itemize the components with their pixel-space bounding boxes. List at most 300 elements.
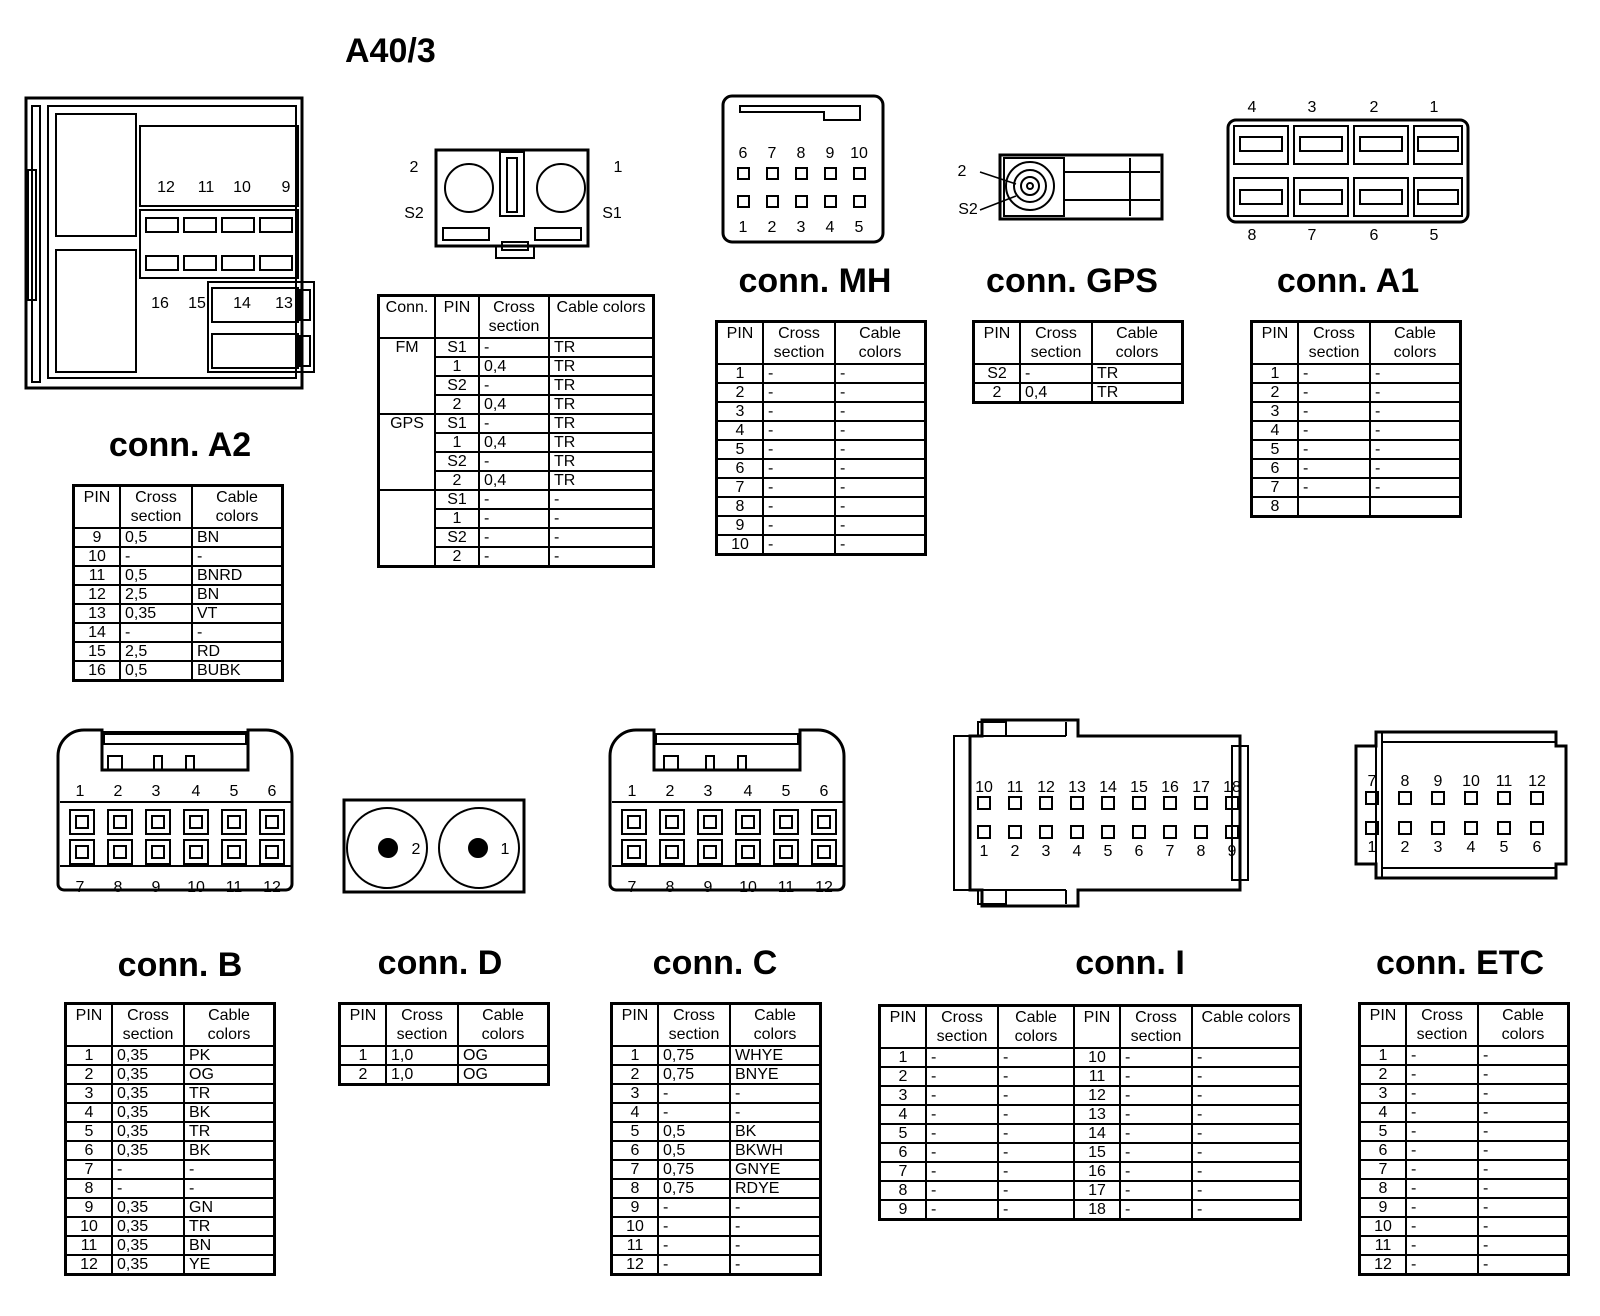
pin-cell: 15 bbox=[1074, 1143, 1120, 1162]
pin-cell: 9 bbox=[74, 528, 121, 547]
cross-section-cell: - bbox=[926, 1067, 998, 1086]
pin-cell: 5 bbox=[1252, 440, 1299, 459]
cross-section-cell: - bbox=[658, 1198, 730, 1217]
pin-cell: 11 bbox=[74, 566, 121, 585]
cable-color-cell: - bbox=[1370, 478, 1461, 497]
cross-section-cell: - bbox=[926, 1048, 998, 1067]
table-row bbox=[74, 661, 283, 681]
pin-cell: 4 bbox=[612, 1103, 659, 1122]
pin-label-2: 2 bbox=[411, 841, 421, 858]
cross-section-cell: 0,5 bbox=[658, 1122, 730, 1141]
pin-label-1: 1 bbox=[613, 159, 623, 176]
pin-cell: 6 bbox=[1252, 459, 1299, 478]
cross-section-cell: - bbox=[1020, 364, 1092, 383]
cross-section-cell: - bbox=[1120, 1105, 1192, 1124]
pin-number-label: 9 bbox=[151, 879, 161, 896]
table-row bbox=[74, 547, 283, 566]
cross-section-cell: - bbox=[1406, 1217, 1478, 1236]
conn-b-title: conn. B bbox=[117, 946, 243, 984]
pin-cell: 12 bbox=[1074, 1086, 1120, 1105]
a2-table-body bbox=[74, 528, 283, 681]
cross-section-cell: 0,5 bbox=[658, 1141, 730, 1160]
cross-section-cell: - bbox=[926, 1124, 998, 1143]
pin-cell: 3 bbox=[880, 1086, 927, 1105]
cross-section-cell: 0,5 bbox=[120, 528, 192, 547]
conn-a1-title: conn. A1 bbox=[1276, 262, 1420, 300]
cable-color-cell: BKWH bbox=[730, 1141, 821, 1160]
antenna-connector-face bbox=[436, 150, 588, 258]
cable-color-cell: - bbox=[998, 1162, 1074, 1181]
cable-color-cell: - bbox=[1478, 1046, 1569, 1065]
table-row bbox=[612, 1046, 821, 1065]
cable-color-cell: - bbox=[1370, 383, 1461, 402]
cable-color-cell: TR bbox=[1092, 364, 1183, 383]
cross-section-cell: 0,5 bbox=[120, 566, 192, 585]
etc-pin-table bbox=[1358, 1002, 1570, 1276]
pin-number-label: 18 bbox=[1223, 779, 1241, 796]
cable-color-cell: - bbox=[730, 1255, 821, 1275]
pin-cell: 2 bbox=[1360, 1065, 1407, 1084]
pin-cell: 12 bbox=[66, 1255, 113, 1275]
pin-cell: 7 bbox=[1252, 478, 1299, 497]
a1-table-body bbox=[1252, 364, 1461, 517]
cable-color-cell: - bbox=[1370, 421, 1461, 440]
table-row bbox=[612, 1179, 821, 1198]
pin-cell: S2 bbox=[974, 364, 1021, 383]
table-row bbox=[379, 490, 654, 509]
table-row bbox=[880, 1200, 1301, 1220]
pin-cell: 16 bbox=[1074, 1162, 1120, 1181]
cross-section-cell: - bbox=[1406, 1046, 1478, 1065]
pin-number-label: 15 bbox=[188, 295, 206, 312]
pin-cell: 2 bbox=[435, 395, 479, 414]
cable-color-cell: VT bbox=[192, 604, 283, 623]
col-pin: PIN bbox=[435, 296, 479, 339]
cross-section-cell: 0,35 bbox=[120, 604, 192, 623]
pin-number-label: 6 bbox=[1134, 843, 1144, 860]
pin-number-label: 10 bbox=[975, 779, 993, 796]
cable-color-cell: BN bbox=[192, 528, 283, 547]
cable-color-cell: - bbox=[1192, 1143, 1301, 1162]
col-pin: PIN bbox=[1360, 1004, 1407, 1047]
cable-color-cell: TR bbox=[549, 395, 654, 414]
pin-cell: 4 bbox=[717, 421, 764, 440]
cross-section-cell: 0,75 bbox=[658, 1179, 730, 1198]
col-cable-colors: Cable colors bbox=[835, 322, 926, 365]
cross-section-cell: - bbox=[1406, 1122, 1478, 1141]
cross-section-cell: 0,35 bbox=[112, 1046, 184, 1065]
cross-section-cell: - bbox=[763, 459, 835, 478]
table-row bbox=[880, 1181, 1301, 1200]
col-pin: PIN bbox=[74, 486, 121, 529]
pin-cell: 2 bbox=[435, 547, 479, 567]
cross-section-cell: 0,75 bbox=[658, 1160, 730, 1179]
table-row bbox=[612, 1084, 821, 1103]
cable-color-cell: - bbox=[549, 547, 654, 567]
pin-cell: 1 bbox=[435, 433, 479, 452]
cable-color-cell: BNYE bbox=[730, 1065, 821, 1084]
pin-number-label: 4 bbox=[1072, 843, 1082, 860]
pin-number-label: 16 bbox=[1161, 779, 1179, 796]
cross-section-cell: 0,35 bbox=[112, 1255, 184, 1275]
table-row bbox=[717, 364, 926, 383]
pin-number-label: 6 bbox=[1532, 839, 1542, 856]
pin-cell: 10 bbox=[74, 547, 121, 566]
cross-section-cell: - bbox=[763, 421, 835, 440]
cable-color-cell: - bbox=[1478, 1255, 1569, 1275]
table-row bbox=[1360, 1084, 1569, 1103]
table-row bbox=[1360, 1255, 1569, 1275]
cable-color-cell: - bbox=[835, 459, 926, 478]
col-cross-section: Cross section bbox=[658, 1004, 730, 1047]
table-row bbox=[1360, 1236, 1569, 1255]
col-cross-section: Cross section bbox=[120, 486, 192, 529]
cable-color-cell: - bbox=[1478, 1141, 1569, 1160]
col-cross-section: Cross section bbox=[112, 1004, 184, 1047]
table-row bbox=[612, 1160, 821, 1179]
d-connector-face bbox=[344, 800, 524, 892]
cross-section-cell: - bbox=[926, 1143, 998, 1162]
cable-color-cell: OG bbox=[458, 1046, 549, 1065]
pin-number-label: 7 bbox=[1165, 843, 1175, 860]
pin-cell: 11 bbox=[1360, 1236, 1407, 1255]
pin-cell: 5 bbox=[66, 1122, 113, 1141]
table-row bbox=[1360, 1198, 1569, 1217]
pin-cell: 1 bbox=[435, 357, 479, 376]
pin-cell: 10 bbox=[1360, 1217, 1407, 1236]
pin-number-label: 12 bbox=[157, 179, 175, 196]
pin-number-label: 2 bbox=[113, 783, 123, 800]
cross-section-cell: 0,4 bbox=[479, 433, 549, 452]
pin-cell: S2 bbox=[435, 528, 479, 547]
antenna-table-body bbox=[379, 338, 654, 567]
pin-cell: 3 bbox=[612, 1084, 659, 1103]
cross-section-cell: - bbox=[120, 623, 192, 642]
pin-number-label: 15 bbox=[1130, 779, 1148, 796]
pin-cell: S2 bbox=[435, 452, 479, 471]
pin-cell: 14 bbox=[74, 623, 121, 642]
conn-i-title: conn. I bbox=[1075, 944, 1185, 982]
col-cable-colors: Cable colors bbox=[192, 486, 283, 529]
cross-section-cell: - bbox=[926, 1181, 998, 1200]
pin-cell: 11 bbox=[1074, 1067, 1120, 1086]
cable-color-cell: BN bbox=[192, 585, 283, 604]
table-row bbox=[717, 459, 926, 478]
cable-color-cell: BN bbox=[184, 1236, 275, 1255]
table-row bbox=[612, 1236, 821, 1255]
col-cable-colors: Cable colors bbox=[998, 1006, 1074, 1049]
cable-color-cell bbox=[1370, 497, 1461, 517]
table-row bbox=[717, 383, 926, 402]
i-pin-table bbox=[878, 1004, 1302, 1221]
col-cable-colors: Cable colors bbox=[549, 296, 654, 339]
col-pin: PIN bbox=[974, 322, 1021, 365]
gps-table-body bbox=[974, 364, 1183, 403]
pin-number-label: 4 bbox=[191, 783, 201, 800]
cross-section-cell: - bbox=[1298, 383, 1370, 402]
pin-cell: 9 bbox=[717, 516, 764, 535]
pin-cell: 3 bbox=[1252, 402, 1299, 421]
pin-number-label: 8 bbox=[113, 879, 123, 896]
pin-cell: 7 bbox=[66, 1160, 113, 1179]
cable-color-cell: - bbox=[1370, 364, 1461, 383]
cable-color-cell: TR bbox=[184, 1217, 275, 1236]
pin-number-label: 9 bbox=[703, 879, 713, 896]
pin-cell: 1 bbox=[1360, 1046, 1407, 1065]
pin-number-label: 4 bbox=[1466, 839, 1476, 856]
pin-number-label: 5 bbox=[229, 783, 239, 800]
cable-color-cell: PK bbox=[184, 1046, 275, 1065]
cable-color-cell: - bbox=[835, 364, 926, 383]
pin-number-label: 10 bbox=[1462, 773, 1480, 790]
pin-number-label: 4 bbox=[743, 783, 753, 800]
cross-section-cell: - bbox=[1298, 402, 1370, 421]
table-row bbox=[379, 414, 654, 433]
table-row bbox=[1360, 1046, 1569, 1065]
pin-number-label: 3 bbox=[1433, 839, 1443, 856]
cross-section-cell: - bbox=[658, 1084, 730, 1103]
cable-color-cell: TR bbox=[549, 357, 654, 376]
table-row bbox=[66, 1179, 275, 1198]
pin-number-label: 9 bbox=[1227, 843, 1237, 860]
cable-color-cell: - bbox=[998, 1048, 1074, 1067]
table-row bbox=[1252, 383, 1461, 402]
c-connector-face bbox=[610, 730, 844, 890]
cross-section-cell: - bbox=[926, 1200, 998, 1220]
cable-color-cell: BK bbox=[184, 1141, 275, 1160]
cross-section-cell: - bbox=[763, 535, 835, 555]
pin-number-label: 14 bbox=[1099, 779, 1117, 796]
pin-number-label: 10 bbox=[850, 145, 868, 162]
cable-color-cell: - bbox=[1192, 1124, 1301, 1143]
table-row bbox=[717, 516, 926, 535]
cross-section-cell: - bbox=[1298, 440, 1370, 459]
pin-number-label: 7 bbox=[627, 879, 637, 896]
antenna-pin-table bbox=[377, 294, 655, 568]
table-row bbox=[66, 1160, 275, 1179]
cable-color-cell: - bbox=[835, 421, 926, 440]
cable-color-cell: RD bbox=[192, 642, 283, 661]
col-cable-colors: Cable colors bbox=[1092, 322, 1183, 365]
pin-cell: 2 bbox=[974, 383, 1021, 403]
cable-color-cell: - bbox=[549, 490, 654, 509]
cross-section-cell bbox=[1298, 497, 1370, 517]
i-connector-face bbox=[954, 720, 1248, 906]
cable-color-cell: - bbox=[1192, 1086, 1301, 1105]
table-row bbox=[612, 1217, 821, 1236]
table-row bbox=[717, 421, 926, 440]
pin-number-label: 3 bbox=[796, 219, 806, 236]
pin-number-label: 14 bbox=[233, 295, 251, 312]
i-table-body bbox=[880, 1048, 1301, 1220]
pin-number-label: 9 bbox=[281, 179, 291, 196]
cross-section-cell: - bbox=[1298, 459, 1370, 478]
cross-section-cell: 0,4 bbox=[1020, 383, 1092, 403]
cross-section-cell: - bbox=[1406, 1141, 1478, 1160]
cross-section-cell: - bbox=[1406, 1084, 1478, 1103]
pin-cell: 3 bbox=[66, 1084, 113, 1103]
table-row bbox=[74, 528, 283, 547]
cross-section-cell: - bbox=[1120, 1162, 1192, 1181]
cable-color-cell: - bbox=[730, 1103, 821, 1122]
pin-number-label: 1 bbox=[1429, 99, 1439, 116]
col-cross-section-right: Cross section bbox=[1120, 1006, 1192, 1049]
cross-section-cell: - bbox=[1120, 1048, 1192, 1067]
pin-number-label: 8 bbox=[796, 145, 806, 162]
pin-cell: 8 bbox=[880, 1181, 927, 1200]
b-table-body bbox=[66, 1046, 275, 1275]
cable-color-cell: - bbox=[192, 623, 283, 642]
pin-number-label: 16 bbox=[151, 295, 169, 312]
table-row bbox=[717, 478, 926, 497]
cross-section-cell: - bbox=[926, 1086, 998, 1105]
cross-section-cell: 1,0 bbox=[386, 1046, 458, 1065]
conn-group-cell bbox=[379, 490, 436, 567]
cable-color-cell: - bbox=[1478, 1103, 1569, 1122]
etc-table-body bbox=[1360, 1046, 1569, 1275]
cross-section-cell: - bbox=[120, 547, 192, 566]
cross-section-cell: - bbox=[658, 1255, 730, 1275]
cable-color-cell: TR bbox=[549, 433, 654, 452]
table-row bbox=[1360, 1141, 1569, 1160]
pin-cell: S1 bbox=[435, 414, 479, 433]
col-cross-section: Cross section bbox=[1298, 322, 1370, 365]
cable-color-cell: - bbox=[998, 1181, 1074, 1200]
cross-section-cell: - bbox=[658, 1103, 730, 1122]
pin-number-label: 6 bbox=[819, 783, 829, 800]
pin-cell: 1 bbox=[717, 364, 764, 383]
pin-label-1: 1 bbox=[500, 841, 510, 858]
pin-cell: 1 bbox=[66, 1046, 113, 1065]
table-row bbox=[66, 1084, 275, 1103]
pin-cell: 2 bbox=[435, 471, 479, 490]
cross-section-cell: 0,4 bbox=[479, 357, 549, 376]
table-row bbox=[612, 1065, 821, 1084]
c-table-body bbox=[612, 1046, 821, 1275]
cross-section-cell: - bbox=[658, 1217, 730, 1236]
pin-number-label: 5 bbox=[1499, 839, 1509, 856]
cross-section-cell: - bbox=[112, 1160, 184, 1179]
pin-cell: S1 bbox=[435, 338, 479, 357]
pin-cell: 8 bbox=[1360, 1179, 1407, 1198]
pin-number-label: 8 bbox=[1400, 773, 1410, 790]
pin-number-label: 3 bbox=[703, 783, 713, 800]
cross-section-cell: - bbox=[1406, 1103, 1478, 1122]
table-row bbox=[74, 585, 283, 604]
table-row bbox=[1252, 478, 1461, 497]
table-row bbox=[66, 1046, 275, 1065]
pin-number-label: 7 bbox=[75, 879, 85, 896]
pin-number-label: 11 bbox=[1495, 773, 1513, 790]
pin-cell: 17 bbox=[1074, 1181, 1120, 1200]
table-row bbox=[66, 1236, 275, 1255]
pin-number-label: 2 bbox=[665, 783, 675, 800]
pin-number-label: 6 bbox=[1369, 227, 1379, 244]
pin-number-label: 11 bbox=[1006, 779, 1024, 796]
pin-cell: 11 bbox=[612, 1236, 659, 1255]
cable-color-cell: BK bbox=[184, 1103, 275, 1122]
pin-cell: 15 bbox=[74, 642, 121, 661]
pin-number-label: 6 bbox=[267, 783, 277, 800]
col-cross-section: Cross section bbox=[386, 1004, 458, 1047]
d-table-body bbox=[340, 1046, 549, 1085]
cross-section-cell: - bbox=[1120, 1143, 1192, 1162]
cross-section-cell: - bbox=[112, 1179, 184, 1198]
col-pin: PIN bbox=[612, 1004, 659, 1047]
cross-section-cell: 2,5 bbox=[120, 585, 192, 604]
col-conn: Conn. bbox=[379, 296, 436, 339]
table-row bbox=[880, 1067, 1301, 1086]
pin-number-label: 5 bbox=[1429, 227, 1439, 244]
cross-section-cell: - bbox=[1406, 1236, 1478, 1255]
pin-number-label: 3 bbox=[1307, 99, 1317, 116]
pin-number-label: 5 bbox=[854, 219, 864, 236]
gps-connector-face bbox=[980, 155, 1162, 219]
table-row bbox=[612, 1122, 821, 1141]
cable-color-cell: - bbox=[1478, 1122, 1569, 1141]
pin-cell: 4 bbox=[66, 1103, 113, 1122]
table-row bbox=[717, 497, 926, 516]
cross-section-cell: 0,4 bbox=[479, 395, 549, 414]
conn-a2-title: conn. A2 bbox=[108, 426, 252, 464]
pin-number-label: 3 bbox=[1041, 843, 1051, 860]
cross-section-cell: - bbox=[763, 440, 835, 459]
pin-cell: 6 bbox=[717, 459, 764, 478]
pin-number-label: 12 bbox=[1528, 773, 1546, 790]
pin-cell: 5 bbox=[1360, 1122, 1407, 1141]
cross-section-cell: 0,75 bbox=[658, 1065, 730, 1084]
cross-section-cell: - bbox=[1406, 1255, 1478, 1275]
col-cross-section: Cross section bbox=[763, 322, 835, 365]
pin-number-label: 11 bbox=[777, 879, 795, 896]
pin-cell: 16 bbox=[74, 661, 121, 681]
col-pin: PIN bbox=[880, 1006, 927, 1049]
pin-number-label: 12 bbox=[815, 879, 833, 896]
table-row bbox=[612, 1198, 821, 1217]
col-cable-colors: Cable colors bbox=[730, 1004, 821, 1047]
pin-label-s1: S1 bbox=[602, 205, 622, 222]
cable-color-cell: - bbox=[730, 1198, 821, 1217]
table-row bbox=[66, 1141, 275, 1160]
pin-number-label: 1 bbox=[627, 783, 637, 800]
cable-color-cell: BNRD bbox=[192, 566, 283, 585]
table-row bbox=[880, 1105, 1301, 1124]
a1-connector-face bbox=[1228, 120, 1468, 222]
conn-group-cell: FM bbox=[379, 338, 436, 414]
pin-number-label: 2 bbox=[1369, 99, 1379, 116]
table-row bbox=[66, 1103, 275, 1122]
pin-cell: 4 bbox=[1252, 421, 1299, 440]
pin-cell: 3 bbox=[717, 402, 764, 421]
cross-section-cell: - bbox=[1298, 478, 1370, 497]
cross-section-cell: - bbox=[1298, 421, 1370, 440]
cable-color-cell: - bbox=[835, 516, 926, 535]
pin-cell: 8 bbox=[717, 497, 764, 516]
cable-color-cell: - bbox=[184, 1179, 275, 1198]
cross-section-cell: 0,35 bbox=[112, 1198, 184, 1217]
table-row bbox=[1252, 459, 1461, 478]
pin-number-label: 12 bbox=[1037, 779, 1055, 796]
pin-number-label: 5 bbox=[1103, 843, 1113, 860]
cable-color-cell: - bbox=[1192, 1067, 1301, 1086]
pin-number-label: 12 bbox=[263, 879, 281, 896]
cable-color-cell: - bbox=[835, 383, 926, 402]
table-row bbox=[66, 1255, 275, 1275]
pin-cell: 10 bbox=[1074, 1048, 1120, 1067]
pin-number-label: 2 bbox=[1010, 843, 1020, 860]
table-row bbox=[717, 535, 926, 555]
cross-section-cell: - bbox=[479, 528, 549, 547]
